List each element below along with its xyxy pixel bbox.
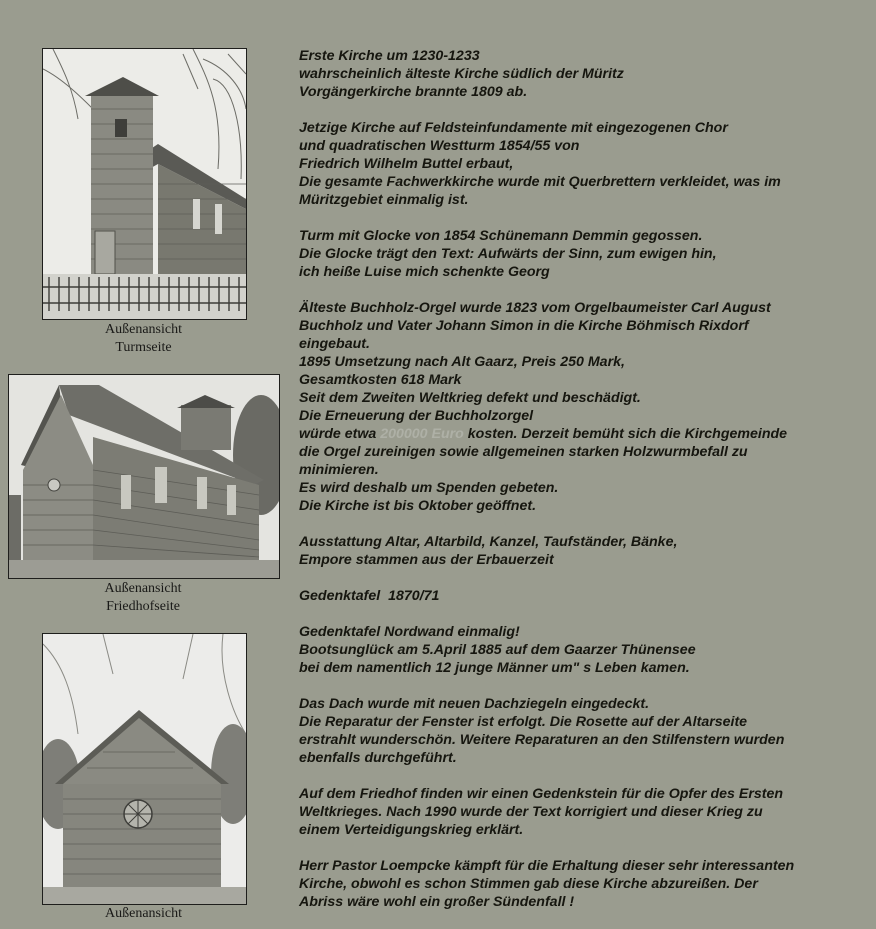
text-line: wahrscheinlich älteste Kirche südlich der Müritz (299, 66, 624, 82)
paragraph-memorial-1870 (299, 587, 871, 605)
paragraph-current-church (299, 119, 871, 209)
caption-line: Außenansicht (105, 906, 182, 921)
text-line: einem Verteidigungskrieg erklärt. (299, 822, 524, 838)
text-line: erstrahlt wunderschön. Weitere Reparaturen an den Stilfenstern wurden (299, 732, 785, 748)
paragraph-pastor (299, 857, 871, 911)
text-line: Auf dem Friedhof finden wir einen Gedenkstein für die Opfer des Ersten (299, 786, 784, 802)
text-line: Die Glocke trägt den Text: Aufwärts der Sinn, zum ewigen hin, (299, 246, 717, 262)
caption-line: Turmseite (115, 340, 172, 355)
church-history-text (299, 47, 871, 929)
text-line: Seit dem Zweiten Weltkrieg defekt und beschädigt. (299, 390, 641, 406)
caption-cemetery-side (8, 580, 278, 616)
text-line: Ausstattung Altar, Altarbild, Kanzel, Taufständer, Bänke, (299, 534, 678, 550)
text-line: Weltkrieges. Nach 1990 wurde der Text korrigiert und dieser Krieg zu (299, 804, 763, 820)
paragraph-cemetery-memorial (299, 785, 871, 839)
paragraph-memorial-north-wall (299, 623, 871, 677)
text-line: Die Erneuerung der Buchholzorgel (299, 408, 534, 424)
caption-line: Außenansicht (104, 581, 182, 596)
text-line: Gesamtkosten 618 Mark (299, 372, 462, 388)
text-line: bei dem namentlich 12 junge Männer um" s Leben kamen. (299, 660, 690, 676)
caption-gable-rosette (42, 905, 245, 923)
paragraph-bell (299, 227, 871, 281)
text-line: Das Dach wurde mit neuen Dachziegeln eingedeckt. (299, 696, 650, 712)
caption-tower-side (42, 321, 245, 357)
text-line: Müritzgebiet einmalig ist. (299, 192, 469, 208)
text-line: Kirche, obwohl es schon Stimmen gab diese Kirche abzureißen. Der (299, 876, 758, 892)
text-line: Jetzige Kirche auf Feldsteinfundamente mit eingezogenen Chor (299, 120, 728, 136)
church-photo-cemetery-side (8, 374, 280, 579)
paragraph-first-church (299, 47, 871, 101)
text-line: ebenfalls durchgeführt. (299, 750, 457, 766)
text-line: Es wird deshalb um Spenden gebeten. (299, 480, 559, 496)
text-line: und quadratischen Westturm 1854/55 von (299, 138, 580, 154)
text-line: die Orgel zureinigen sowie allgemeinen starken Holzwurmbefall zu (299, 444, 748, 460)
text-line: Friedrich Wilhelm Buttel erbaut, (299, 156, 514, 172)
caption-line: Außenansicht (105, 322, 182, 337)
text-line: Gedenktafel 1870/71 (299, 588, 440, 604)
text-line: Bootsunglück am 5.April 1885 auf dem Gaarzer Thünensee (299, 642, 696, 658)
text-line: Die Reparatur der Fenster ist erfolgt. Die Rosette auf der Altarseite (299, 714, 748, 730)
organ-cost-after: kosten. Derzeit bemüht sich die Kirchgemeinde (463, 426, 788, 442)
organ-cost-before: würde etwa (299, 426, 381, 442)
text-line: 1895 Umsetzung nach Alt Gaarz, Preis 250 Mark, (299, 354, 625, 370)
text-line: Turm mit Glocke von 1854 Schünemann Demmin gegossen. (299, 228, 703, 244)
church-photo-gable-rosette (42, 633, 247, 905)
text-line: Älteste Buchholz-Orgel wurde 1823 vom Orgelbaumeister Carl August (299, 300, 771, 316)
text-line: Vorgängerkirche brannte 1809 ab. (299, 84, 528, 100)
paragraph-organ (299, 299, 871, 515)
text-line: Die Kirche ist bis Oktober geöffnet. (299, 498, 537, 514)
caption-line: Friedhofseite (106, 599, 180, 614)
text-line: Empore stammen aus der Erbauerzeit (299, 552, 554, 568)
text-line: Abriss wäre wohl ein großer Sündenfall ! (299, 894, 575, 910)
text-line: Erste Kirche um 1230-1233 (299, 48, 480, 64)
church-photo-tower-side (42, 48, 247, 320)
text-line: Gedenktafel Nordwand einmalig! (299, 624, 520, 640)
text-line: ich heiße Luise mich schenkte Georg (299, 264, 550, 280)
paragraph-repairs (299, 695, 871, 767)
organ-cost-line (299, 425, 871, 443)
organ-cost-amount: 200000 Euro (380, 426, 464, 442)
text-line: Die gesamte Fachwerkkirche wurde mit Querbrettern verkleidet, was im (299, 174, 781, 190)
paragraph-furnishings (299, 533, 871, 569)
text-line: eingebaut. (299, 336, 370, 352)
text-line: Herr Pastor Loempcke kämpft für die Erhaltung dieser sehr interessanten (299, 858, 795, 874)
text-line: Buchholz und Vater Johann Simon in die Kirche Böhmisch Rixdorf (299, 318, 749, 334)
text-line: minimieren. (299, 462, 379, 478)
